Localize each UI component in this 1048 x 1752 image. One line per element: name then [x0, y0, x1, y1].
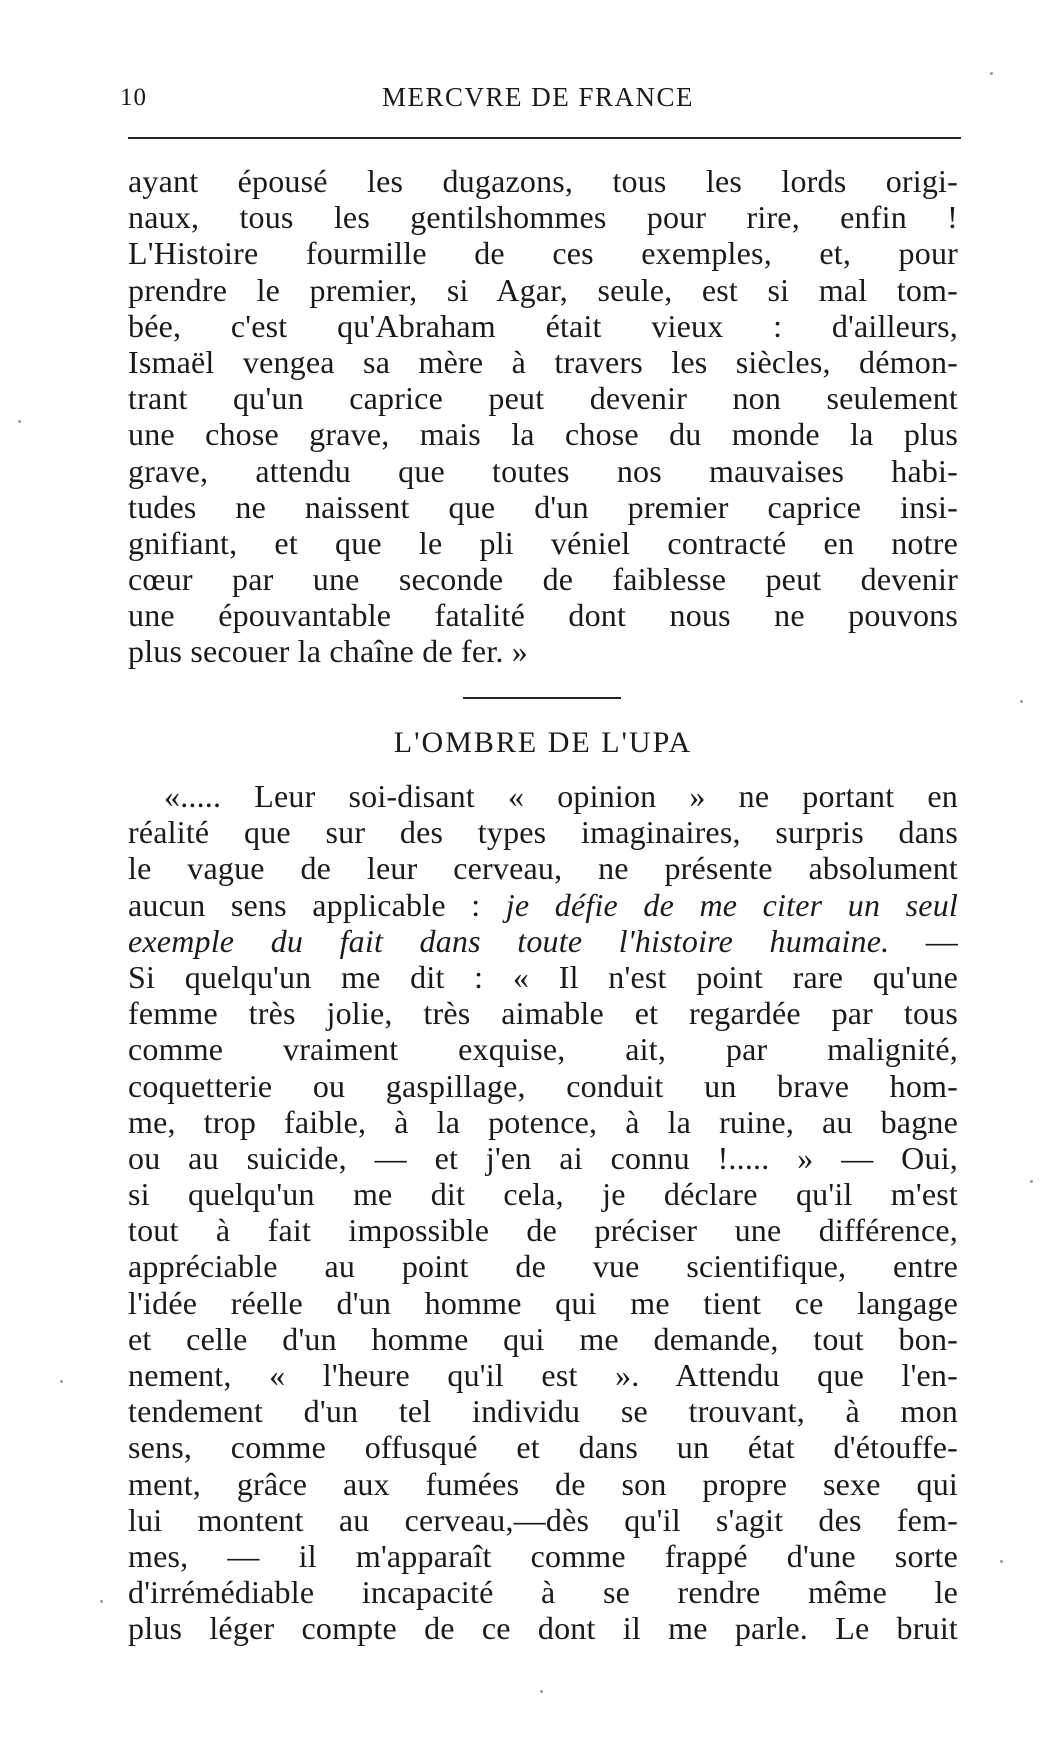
text-line: prendre le premier, si Agar, seule, est si mal tom-: [128, 271, 958, 308]
text-line-mixed: [128, 923, 958, 959]
text-line: tendement d'un tel individu se trouvant, à mon: [128, 1393, 958, 1430]
text-line: tudes ne naissent que d'un premier caprice insi-: [128, 488, 958, 525]
text-line: une chose grave, mais la chose du monde la plus: [128, 416, 958, 453]
running-title: MERCVRE DE FRANCE: [382, 82, 695, 112]
text-line: réalité que sur des types imaginaires, surpris dans: [128, 814, 958, 851]
section-separator: [463, 697, 621, 699]
text-line: l'idée réelle d'un homme qui me tient ce langage: [128, 1284, 958, 1321]
text-line: tout à fait impossible de préciser une différence,: [128, 1212, 958, 1249]
text-line: grave, attendu que toutes nos mauvaises habi-: [128, 452, 958, 489]
text-span: aucun sens applicable :: [128, 886, 506, 923]
text-line: gnifiant, et que le pli véniel contracté en notre: [128, 524, 958, 561]
text-line: naux, tous les gentilshommes pour rire, enfin !: [128, 199, 958, 236]
text-line: Ismaël vengea sa mère à travers les siècles, démon-: [128, 343, 958, 380]
text-span: —: [889, 922, 959, 959]
text-line: femme très jolie, très aimable et regardée par tous: [128, 995, 958, 1032]
text-line: ment, grâce aux fumées de son propre sexe qui: [128, 1465, 958, 1502]
text-line: ayant épousé les dugazons, tous les lords origi-: [128, 163, 958, 199]
text-line: mes, — il m'apparaît comme frappé d'une sorte: [128, 1537, 958, 1574]
scan-speck: [100, 1600, 103, 1603]
text-line: sens, comme offusqué et dans un état d'étouffe-: [128, 1429, 958, 1466]
italic-emphasis: exemple du fait dans toute l'histoire humaine.: [128, 922, 890, 959]
paragraph-continuation: [128, 163, 958, 670]
text-line: plus léger compte de ce dont il me parle. Le bruit: [128, 1610, 958, 1647]
text-line-mixed: [128, 887, 958, 923]
text-line: Si quelqu'un me dit : « Il n'est point rare qu'une: [128, 958, 958, 995]
scan-speck: [1000, 1560, 1003, 1563]
section-body: [128, 778, 958, 1647]
section-title: L'OMBRE DE L'UPA: [393, 726, 693, 759]
scan-speck: [540, 1690, 543, 1693]
text-line: une épouvantable fatalité dont nous ne pouvons: [128, 597, 958, 634]
text-line: et celle d'un homme qui me demande, tout bon-: [128, 1320, 958, 1357]
scan-speck: [990, 72, 993, 75]
text-line: nement, « l'heure qu'il est ». Attendu que l'en-: [128, 1357, 958, 1393]
italic-emphasis: je défie de me citer un seul: [505, 886, 958, 923]
scan-speck: [1030, 1180, 1033, 1183]
text-line: le vague de leur cerveau, ne présente absolument: [128, 850, 958, 887]
scan-speck: [1020, 700, 1023, 703]
text-line: me, trop faible, à la potence, à la ruine, au bagne: [128, 1103, 958, 1140]
text-line: plus secouer la chaîne de fer. »: [128, 633, 529, 670]
text-line: trant qu'un caprice peut devenir non seulement: [128, 380, 958, 417]
scan-speck: [60, 1380, 63, 1383]
scan-speck: [18, 420, 21, 423]
text-line: bée, c'est qu'Abraham était vieux : d'ailleurs,: [128, 307, 958, 344]
header-rule: [128, 137, 961, 139]
text-line: d'irrémédiable incapacité à se rendre même le: [128, 1574, 958, 1611]
text-line: si quelqu'un me dit cela, je déclare qu'il m'est: [128, 1176, 958, 1213]
text-line: comme vraiment exquise, ait, par malignité,: [128, 1031, 958, 1068]
page-number: 10: [120, 84, 147, 111]
page-header: [120, 78, 965, 118]
text-line: coquetterie ou gaspillage, conduit un brave hom-: [128, 1067, 958, 1104]
text-line: appréciable au point de vue scientifique, entre: [128, 1248, 958, 1285]
text-line: lui montent au cerveau,—dès qu'il s'agit des fem-: [128, 1501, 958, 1538]
text-line: ou au suicide, — et j'en ai connu !..... » — Oui,: [128, 1139, 958, 1176]
text-line: L'Histoire fourmille de ces exemples, et, pour: [128, 235, 958, 272]
text-line: cœur par une seconde de faiblesse peut devenir: [128, 561, 958, 598]
text-line: «..... Leur soi-disant « opinion » ne portant en: [164, 778, 958, 814]
